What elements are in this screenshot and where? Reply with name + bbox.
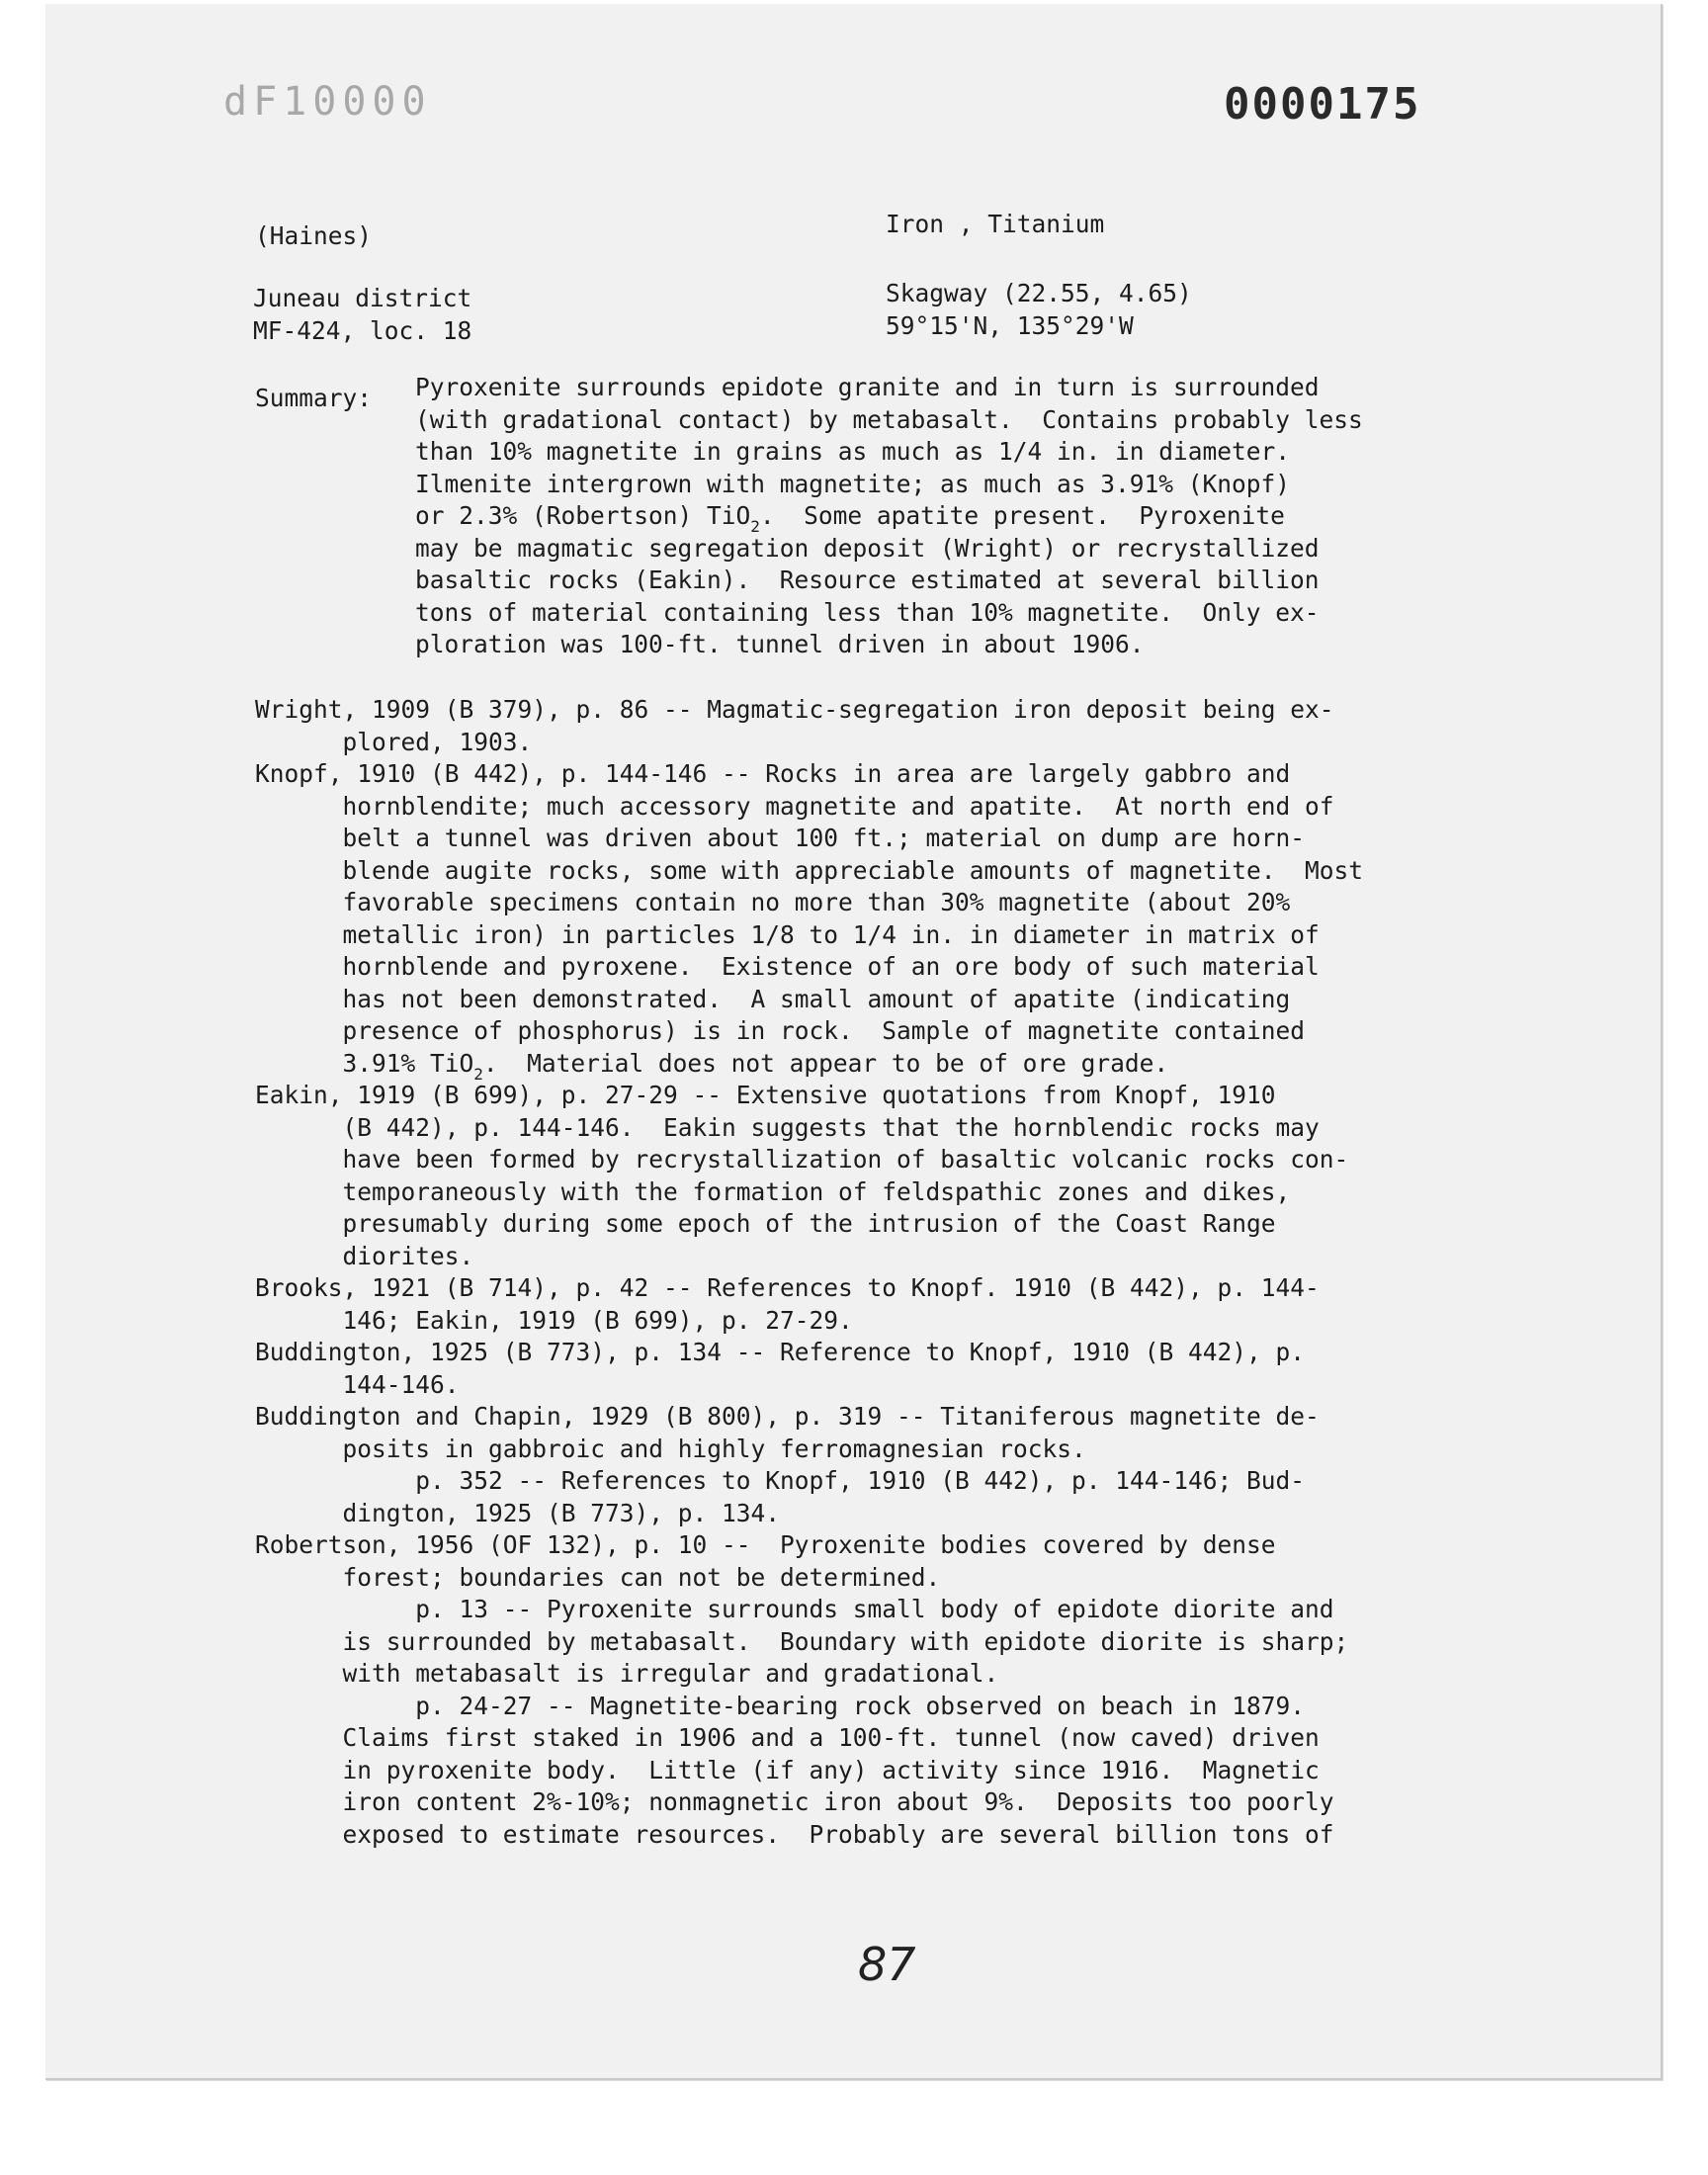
quadrangle: Skagway (22.55, 4.65) [886,279,1192,307]
summary-line: Pyroxenite surrounds epidote granite and in turn is surrounded [415,373,1320,401]
reference-line: with metabasalt is irregular and gradational. [255,1659,999,1688]
summary-line: basaltic rocks (Eakin). Resource estimated at several billion [415,566,1320,594]
faint-stamp-id: dF10000 [223,79,432,125]
district: Juneau district [253,284,472,312]
reference-line: forest; boundaries can not be determined. [255,1562,941,1592]
summary-line: may be magmatic segregation deposit (Wright) or recrystallized [415,533,1320,563]
reference-line: diorites. [255,1241,474,1270]
reference-line: p. 24-27 -- Magnetite-bearing rock observed on beach in 1879. [255,1691,1306,1720]
reference-line: Robertson, 1956 (OF 132), p. 10 -- Pyroxenite bodies covered by dense [255,1530,1276,1559]
reference-line: p. 13 -- Pyroxenite surrounds small body of epidote diorite and [255,1595,1334,1623]
reference-line: metallic iron) in particles 1/8 to 1/4 in. in diameter in matrix of [255,919,1320,949]
reference-line: p. 352 -- References to Knopf, 1910 (B 442), p. 144-146; Bud- [255,1466,1306,1495]
reference-line: plored, 1903. [255,727,533,756]
summary-line: tons of material containing less than 10% magnetite. Only ex- [415,597,1320,627]
reference-line: is surrounded by metabasalt. Boundary with epidote diorite is sharp; [255,1626,1349,1656]
reference-line: in pyroxenite body. Little (if any) activity since 1916. Magnetic [255,1755,1320,1784]
reference-line: dington, 1925 (B 773), p. 134. [255,1498,781,1527]
reference-line: Claims first staked in 1906 and a 100-ft. tunnel (now caved) driven [255,1723,1320,1752]
document-page [45,4,1663,2080]
reference-line: posits in gabbroic and highly ferromagnesian rocks. [255,1434,1086,1463]
region-label: (Haines) [255,221,373,250]
summary-line: or 2.3% (Robertson) TiO$_2$. Some apatite present. Pyroxenite [415,501,1285,536]
reference-line: Knopf, 1910 (B 442), p. 144-146 -- Rocks in area are largely gabbro and [255,759,1291,788]
reference-line: have been formed by recrystallization of basaltic volcanic rocks con- [255,1145,1349,1174]
reference-line: iron content 2%-10%; nonmagnetic iron about 9%. Deposits too poorly [255,1787,1334,1816]
page-number: 87 [858,1938,916,1991]
reference-line: presence of phosphorus) is in rock. Sample of magnetite contained [255,1016,1306,1045]
references-list [255,694,1363,1851]
reference-line: Buddington, 1925 (B 773), p. 134 -- Reference to Knopf, 1910 (B 442), p. [255,1338,1306,1366]
reference-line: hornblende and pyroxene. Existence of an ore body of such material [255,952,1320,981]
reference-line: 146; Eakin, 1919 (B 699), p. 27-29. [255,1305,853,1335]
reference-line: Wright, 1909 (B 379), p. 86 -- Magmatic-segregation iron deposit being ex- [255,695,1334,724]
reference-line: hornblendite; much accessory magnetite and apatite. At north end of [255,791,1334,821]
reference-line: Eakin, 1919 (B 699), p. 27-29 -- Extensive quotations from Knopf, 1910 [255,1081,1276,1109]
map-reference: MF-424, loc. 18 [253,316,472,345]
summary-line: Ilmenite intergrown with magnetite; as much as 3.91% (Knopf) [415,469,1291,498]
reference-line: presumably during some epoch of the intrusion of the Coast Range [255,1209,1276,1238]
summary-text [415,372,1363,661]
summary-line: ploration was 100-ft. tunnel driven in about 1906. [415,630,1145,658]
reference-line: temporaneously with the formation of feldspathic zones and dikes, [255,1176,1291,1206]
summary-line: (with gradational contact) by metabasalt. Contains probably less [415,404,1363,434]
reference-line: Buddington and Chapin, 1929 (B 800), p. 319 -- Titaniferous magnetite de- [255,1402,1320,1431]
document-number: 0000175 [1224,79,1421,130]
reference-line: (B 442), p. 144-146. Eakin suggests that the hornblendic rocks may [255,1112,1320,1142]
reference-line: has not been demonstrated. A small amount of apatite (indicating [255,984,1291,1013]
summary-line: than 10% magnetite in grains as much as 1/4 in. in diameter. [415,437,1291,466]
coordinates: 59°15'N, 135°29'W [886,311,1134,340]
reference-line: favorable specimens contain no more than 30% magnetite (about 20% [255,888,1291,916]
reference-line: 3.91% TiO$_2$. Material does not appear to be of ore grade. [255,1048,1169,1084]
reference-line: Brooks, 1921 (B 714), p. 42 -- References to Knopf. 1910 (B 442), p. 144- [255,1273,1320,1302]
reference-line: exposed to estimate resources. Probably are several billion tons of [255,1819,1334,1849]
reference-line: 144-146. [255,1369,460,1399]
summary-label: Summary: [255,384,373,412]
reference-line: belt a tunnel was driven about 100 ft.; material on dump are horn- [255,824,1306,852]
commodities: Iron , Titanium [886,210,1105,238]
reference-line: blende augite rocks, some with appreciable amounts of magnetite. Most [255,855,1364,885]
